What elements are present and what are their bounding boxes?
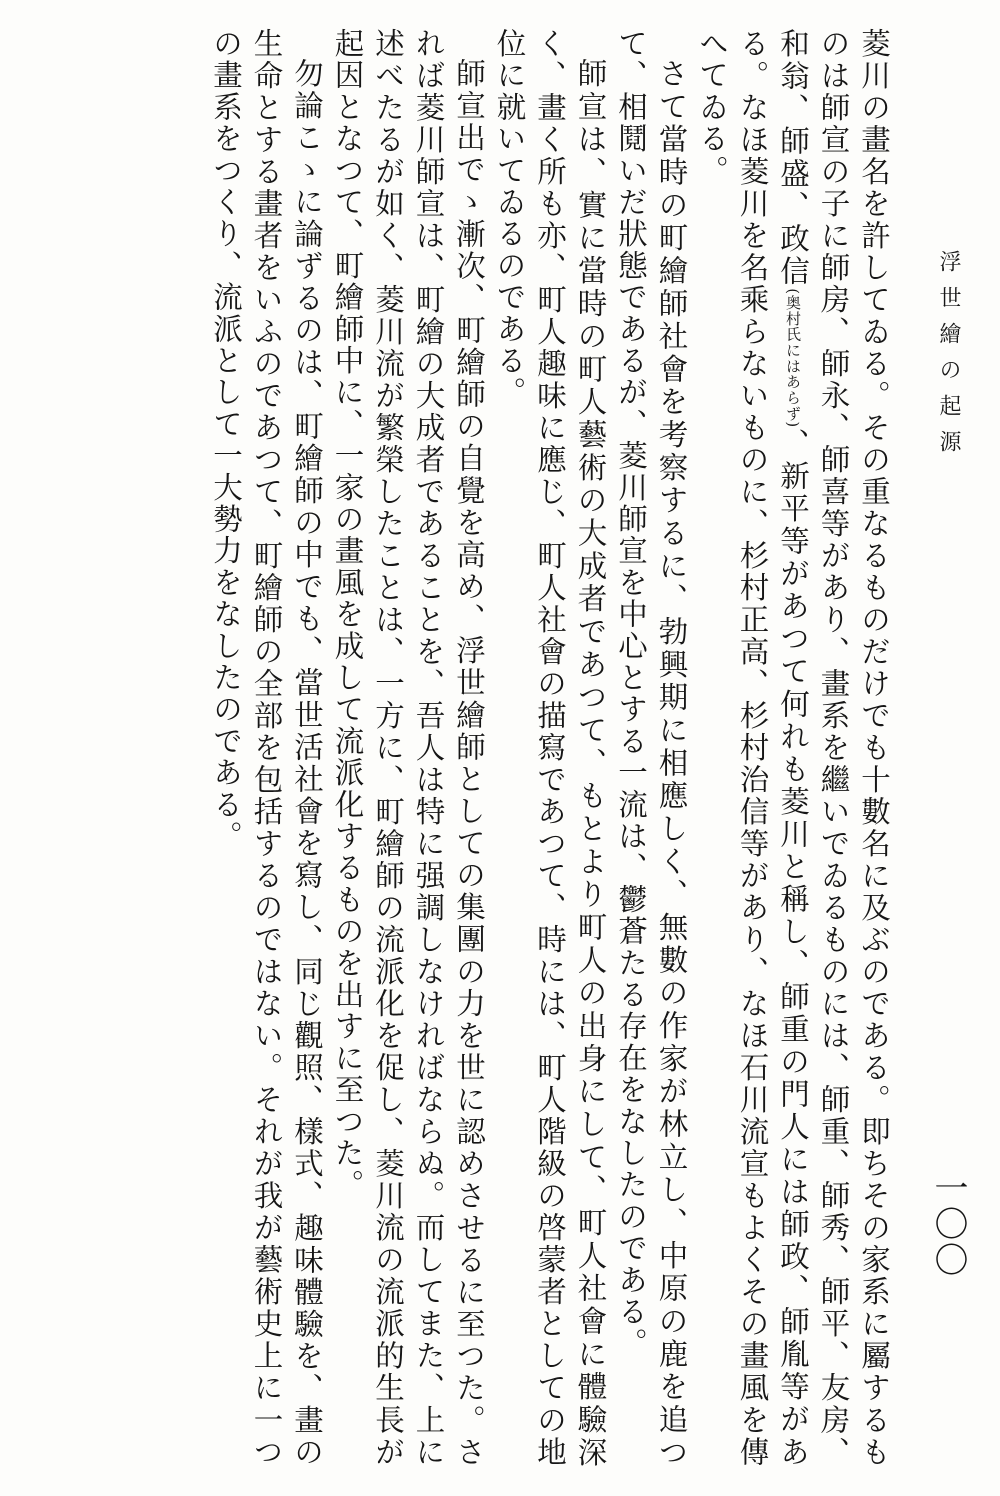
running-head: 浮世繪の起源 xyxy=(936,250,961,466)
body-text xyxy=(44,28,894,1468)
paragraph-4: 師宣出でゝ漸次、町繪師の自覺を高め、浮世繪師としての集團の力を世に認めさせるに至つた。されば菱川師宣は、町繪の大成者であることを、吾人は特に强調しなければならぬ。而してまた、上に述べたるが如く、菱川流が繁榮したことは、一方に、町繪師の流派化を促し、菱川流の流派的生長が起因となつて、町繪師中に、一家の畫風を成して流派化するものを出すに至つた。 xyxy=(330,28,486,1468)
paragraph-1-continuation: 、新平等があつて何れも菱川と稱し、師重の門人には師政、師胤等がある。なほ菱川を名乘らないものに、杉村正高、杉村治信等があり、なほ石川流宣もよくその畫風を傳へてゐる。 xyxy=(695,28,810,1468)
section-heading xyxy=(44,34,206,1462)
paragraph-2: さて當時の町繪師社會を考察するに、勃興期に相應しく、無數の作家が林立し、中原の鹿を追つて、相鬩いだ狀態であるが、菱川師宣を中心とする一流は、鬱蒼たる存在をなしたのである。 xyxy=(614,28,689,1468)
paragraph-1-text: 菱川の畫名を許してゐる。その重なるものだけでも十數名に及ぶのである。即ちその家系に屬するものは師宣の子に師房、師永、師喜等があり、畫系を繼いでゐるものには、師重、師秀、師平、友房、和翁、師盛、政信 xyxy=(776,28,891,1468)
page-number: 一〇〇 xyxy=(928,1170,968,1278)
inline-note: (奥村氏にはあらず) xyxy=(784,288,802,428)
paragraph-5: 勿論こゝに論ずるのは、町繪師の中でも、當世活社會を寫し、同じ觀照、樣式、趣味體驗を、畫の生命とする畫者をいふのであつて、町繪師の全部を包括するのではない。それが我が藝術史上に一つの畫系をつくり、流派として一大勢力をなしたのである。 xyxy=(209,28,324,1468)
paragraph-1 xyxy=(692,28,895,1468)
paragraph-3: 師宣は、實に當時の町人藝術の大成者であつて、もとより町人の出身にして、町人社會に體驗深く、畫く所も亦、町人趣味に應じ、町人社會の描寫であつて、時には、町人階級の啓蒙者としての地位に就いてゐるのである。 xyxy=(492,28,608,1468)
